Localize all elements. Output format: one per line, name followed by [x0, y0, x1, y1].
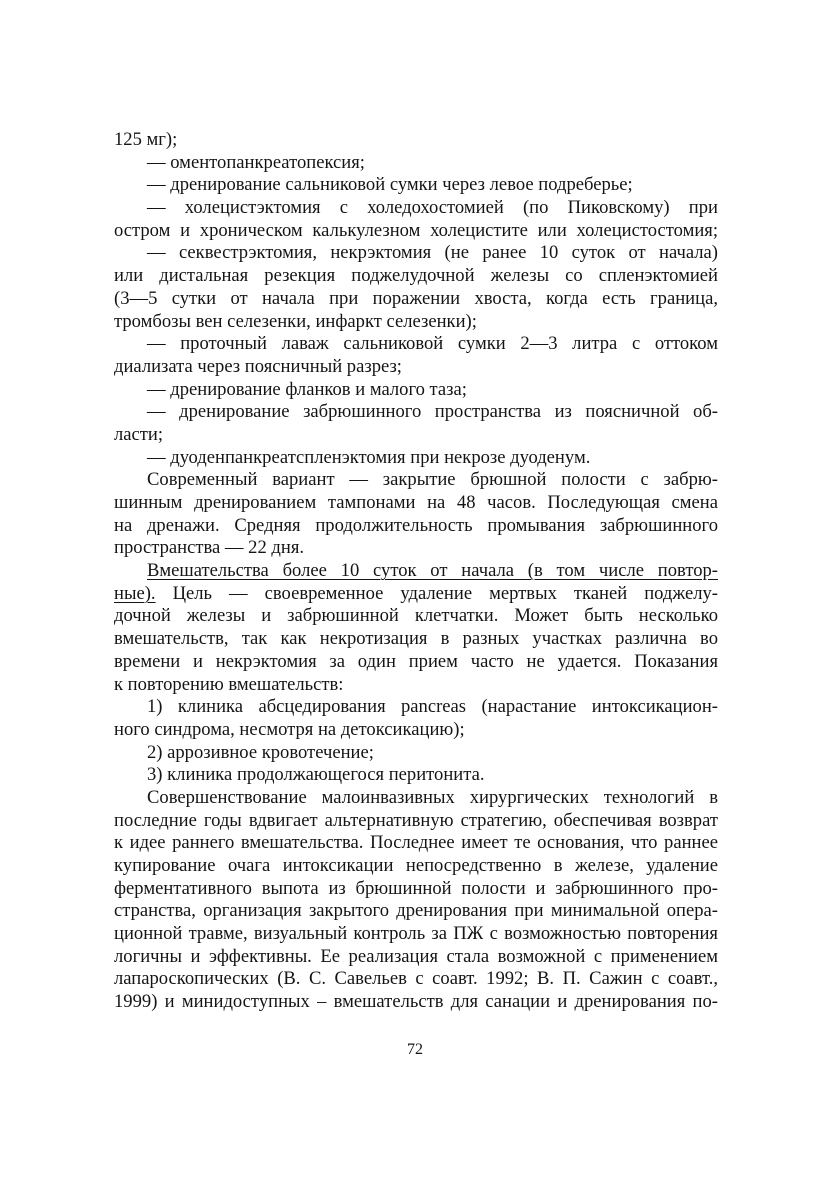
- text-line: — оментопанкреатопексия;: [147, 151, 365, 173]
- text-line: — холецистэктомия с холедохостомией (по Пиковскому) при: [147, 197, 718, 219]
- text-line: 2) аррозивное кровотечение;: [147, 741, 374, 763]
- text-block-1: [114, 129, 718, 560]
- text-line: — дренирование сальниковой сумки через левое подреберье;: [147, 174, 633, 196]
- text-line: вмешательств, так как некротизация в разных участках различна во: [114, 628, 718, 650]
- text-line: ферментативного выпота из брюшинной полости и забрюшинного про-: [114, 877, 718, 899]
- text-line: диализата через поясничный разрез;: [114, 355, 402, 377]
- text-line: тромбозы вен селезенки, инфаркт селезенки);: [114, 310, 477, 332]
- text-line: последние годы вдвигает альтернативную стратегию, обеспечивая возврат: [114, 809, 718, 831]
- text-line: (3—5 сутки от начала при поражении хвоста, когда есть граница,: [114, 287, 718, 309]
- text-block-2: [114, 605, 718, 1013]
- text-line: пространства — 22 дня.: [114, 537, 305, 559]
- text-line: 1999) и минидоступных – вмешательств для санации и дренирования по-: [114, 991, 718, 1013]
- text-line: — проточный лаваж сальниковой сумки 2—3 литра с оттоком: [147, 333, 718, 355]
- page-text: [114, 129, 718, 1014]
- text-line: дочной железы и забрюшинной клетчатки. Может быть несколько: [114, 605, 718, 627]
- text-line: ласти;: [114, 423, 164, 445]
- text-line: — секвестрэктомия, некрэктомия (не ранее 10 суток от начала): [147, 242, 718, 264]
- text-line: купирование очага интоксикации непосредственно в железе, удаление: [114, 855, 718, 876]
- text-line: 1) клиника абсцедирования pancreas (нарастание интоксикацион-: [147, 696, 718, 718]
- text-line: 3) клиника продолжающегося перитонита.: [147, 764, 485, 786]
- text-line: странства, организация закрытого дренирования при минимальной опера-: [114, 900, 718, 922]
- underlined-heading-line-1: [114, 560, 718, 583]
- text-line: на дренажи. Средняя продолжительность промывания забрюшинного: [114, 514, 718, 536]
- text-line: — дренирование фланков и малого таза;: [147, 378, 467, 400]
- underlined-heading-line-2: [114, 583, 718, 606]
- text-line: Совершенствование малоинвазивных хирургических технологий в: [147, 786, 718, 808]
- underlined-heading-part-1: Вмешательства более 10 суток от начала (в том числе повтор-: [147, 560, 718, 582]
- text-line: лапароскопических (В. С. Савельев с соавт. 1992; В. П. Сажин с соавт.,: [114, 968, 718, 990]
- text-line: — дренирование забрюшинного пространства из поясничной об-: [147, 401, 718, 423]
- underlined-heading-part-2: ные).: [114, 582, 156, 604]
- goal-sentence-start: Цель — своевременное удаление мертвых тканей поджелу-: [155, 582, 718, 604]
- text-line: логичны и эффективны. Ее реализация стала возможной с применением: [114, 945, 718, 967]
- text-line: ционной травме, визуальный контроль за ПЖ с возможностью повторения: [114, 923, 718, 945]
- page-number: 72: [407, 1041, 423, 1058]
- text-line: — дуоденпанкреатспленэктомия при некрозе дуоденум.: [147, 446, 591, 468]
- text-line: 125 мг);: [114, 129, 178, 150]
- text-line: или дистальная резекция поджелудочной железы со спленэктомией: [114, 265, 718, 287]
- text-line: ного синдрома, несмотря на детоксикацию);: [114, 718, 465, 740]
- text-line: к повторению вмешательств:: [114, 673, 344, 695]
- text-line: времени и некрэктомия за один прием часто не удается. Показания: [114, 650, 718, 672]
- text-line: Современный вариант — закрытие брюшной полости с забрю-: [147, 469, 718, 491]
- text-line: к идее раннего вмешательства. Последнее имеет те основания, что раннее: [114, 832, 718, 854]
- text-line: шинным дренированием тампонами на 48 часов. Последующая смена: [114, 492, 718, 513]
- text-line: остром и хроническом калькулезном холецистите или холецистостомия;: [114, 219, 718, 241]
